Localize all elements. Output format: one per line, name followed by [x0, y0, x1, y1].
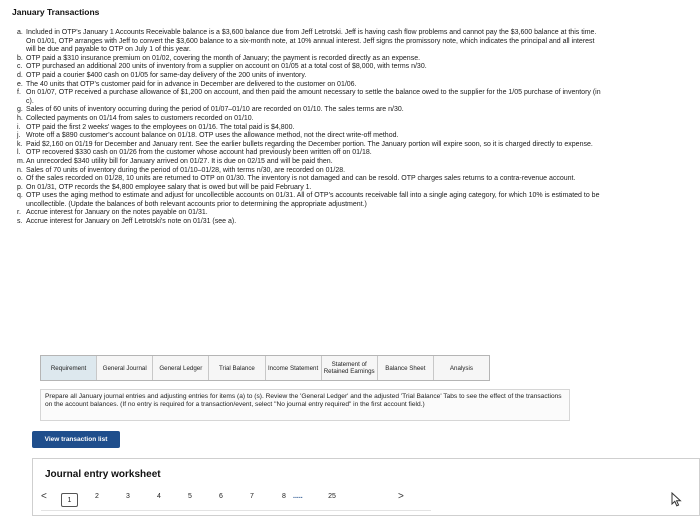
page-button-5[interactable]: 5	[188, 493, 192, 500]
prev-page-button[interactable]: <	[41, 491, 47, 502]
transaction-item: b. OTP paid a $310 insurance premium on 01/02, covering the month of January; the payment is recorded directly as an expense.	[17, 54, 421, 62]
transaction-item: k. Paid $2,160 on 01/19 for December and January rent. See the earlier bullets regarding the December portion. The January portion will expire soon, so it is charged directly to expense.	[17, 140, 593, 148]
transaction-item: q. OTP uses the aging method to estimate and adjust for uncollectible accounts on 01/31. All of OTP's accounts receivable fall into a single aging category, for which 10% is estimated to be uncollectible. (Update the balances of both relevant accounts prior to determining the appropriate adjustment.)	[17, 192, 600, 208]
tab-statement-of-retained-earnings[interactable]: Statement of Retained Earnings	[322, 356, 378, 380]
next-page-button[interactable]: >	[398, 491, 404, 502]
transaction-item: p. On 01/31, OTP records the $4,800 employee salary that is owed but will be paid February 1.	[17, 183, 312, 191]
transaction-item: r. Accrue interest for January on the notes payable on 01/31.	[17, 209, 208, 217]
tab-trial-balance[interactable]: Trial Balance	[209, 356, 265, 380]
transaction-item: j. Wrote off a $890 customer's account balance on 01/18. OTP uses the allowance method, not the direct write-off method.	[17, 132, 399, 140]
tab-general-ledger[interactable]: General Ledger	[153, 356, 209, 380]
transaction-item: d. OTP paid a courier $400 cash on 01/05 for same-day delivery of the 200 units of inventory.	[17, 71, 307, 79]
page-button-1[interactable]: 1	[61, 493, 78, 507]
page-button-25[interactable]: 25	[328, 493, 336, 500]
transaction-item: c. OTP purchased an additional 200 units of inventory from a supplier on account on 01/05 at a total cost of $8,000, with terms n/30.	[17, 63, 427, 71]
transaction-item: i. OTP paid the first 2 weeks' wages to the employees on 01/16. The total paid is $4,800.	[17, 123, 295, 131]
mouse-pointer-icon	[671, 492, 682, 512]
transaction-item: o. Of the sales recorded on 01/28, 10 units are returned to OTP on 01/30. The inventory is not damaged and can be resold. OTP charges sales returns to a contra-revenue account.	[17, 175, 576, 183]
tab-requirement[interactable]: Requirement	[41, 356, 97, 380]
transaction-item: l. OTP recovered $330 cash on 01/26 from the customer whose account had previously been written off on 01/18.	[17, 149, 372, 157]
page-button-3[interactable]: 3	[126, 493, 130, 500]
transaction-item: s. Accrue interest for January on Jeff Letrotski's note on 01/31 (see a).	[17, 218, 237, 226]
worksheet-tabs	[40, 355, 490, 381]
transaction-item: h. Collected payments on 01/14 from sales to customers recorded on 01/10.	[17, 114, 254, 122]
tab-analysis[interactable]: Analysis	[434, 356, 489, 380]
transaction-list	[17, 29, 602, 227]
instructions-note: (If no entry is required for a transaction/event, select "No journal entry required" in the first account field.)	[120, 401, 425, 408]
view-transaction-list-button[interactable]: View transaction list	[32, 431, 120, 448]
page-button-8[interactable]: 8	[282, 493, 286, 500]
page-button-6[interactable]: 6	[219, 493, 223, 500]
tab-income-statement[interactable]: Income Statement	[266, 356, 322, 380]
instructions-text: Prepare all January journal entries and adjusting entries for items (a) to (s). Review the 'General Ledger' and the adjusted 'Trial Balance' Tabs to see the effect of the transactions on the account balances.	[45, 393, 562, 408]
transaction-item: f. On 01/07, OTP received a purchase allowance of $1,200 on account, and then paid the amount necessary to settle the balance owed to the supplier for the 1/05 purchase of inventory (in c).	[17, 89, 601, 105]
page-title: January Transactions	[12, 7, 100, 17]
journal-entry-worksheet	[32, 458, 700, 516]
tab-general-journal[interactable]: General Journal	[97, 356, 153, 380]
transaction-item: m. An unrecorded $340 utility bill for January arrived on 01/27. It is due on 02/15 and will be paid then.	[17, 157, 333, 165]
page-button-4[interactable]: 4	[157, 493, 161, 500]
page-button-2[interactable]: 2	[95, 493, 99, 500]
page-button-7[interactable]: 7	[250, 493, 254, 500]
transaction-item: a. Included in OTP's January 1 Accounts Receivable balance is a $3,600 balance due from Jeff Letrotski. Jeff is having cash flow problems and cannot pay the $3,600 balance at this time. On 01/01, OTP arranges with Jeff to convert the $3,600 balance to a six-month note, at 10% annual interest. Jeff signs the promissory note, which indicates the principal and all interest will be due and payable to OTP on July 1 of this year.	[17, 29, 597, 54]
page-ellipsis: .....	[293, 493, 303, 500]
transaction-item: e. The 40 units that OTP's customer paid for in advance in December are delivered to the customer on 01/06.	[17, 80, 357, 88]
instructions-box	[40, 389, 570, 421]
worksheet-title: Journal entry worksheet	[45, 469, 161, 480]
pager-divider	[41, 510, 431, 511]
tab-balance-sheet[interactable]: Balance Sheet	[378, 356, 434, 380]
transaction-item: g. Sales of 60 units of inventory occurring during the period of 01/07–01/10 are recorded on 01/10. The sales terms are n/30.	[17, 106, 404, 114]
transaction-item: n. Sales of 70 units of inventory during the period of 01/10–01/28, with terms n/30, are recorded on 01/28.	[17, 166, 346, 174]
